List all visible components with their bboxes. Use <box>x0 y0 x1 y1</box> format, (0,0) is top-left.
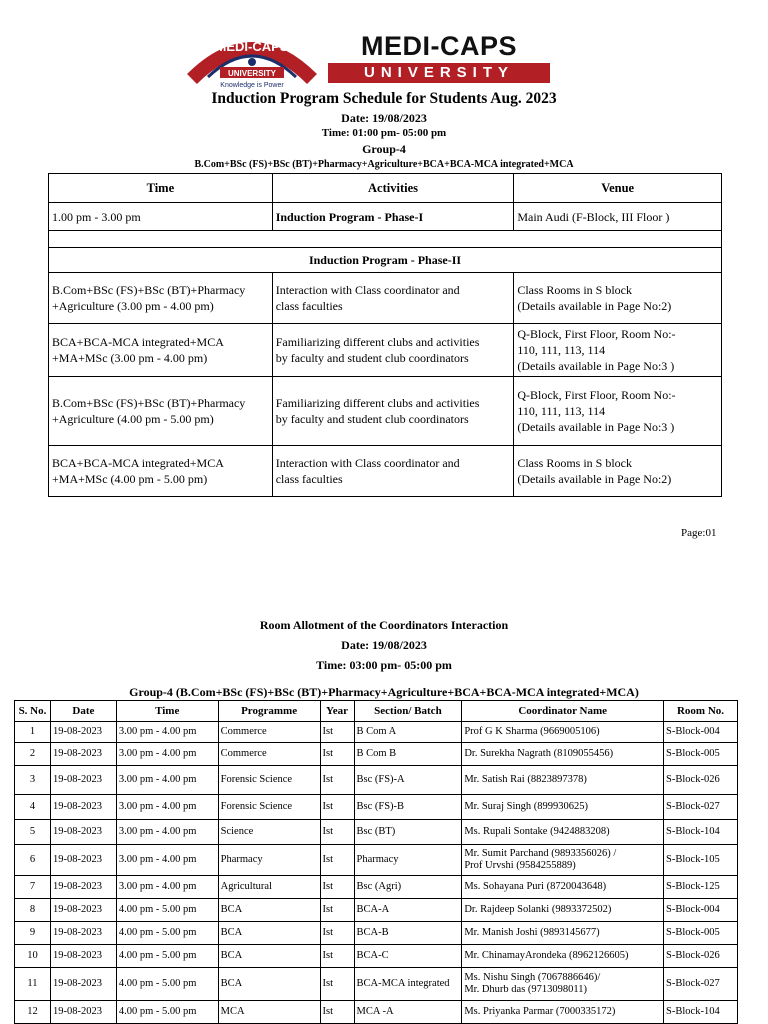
cell-sno: 3 <box>15 766 51 795</box>
row-time <box>49 273 273 324</box>
cell-date: 19-08-2023 <box>50 820 116 845</box>
row-activity-line1: Familiarizing different clubs and activities <box>275 335 480 349</box>
phase1-time: 1.00 pm - 3.00 pm <box>49 203 273 231</box>
cell-section: BCA-C <box>354 945 462 968</box>
schedule-programmes: B.Com+BSc (FS)+BSc (BT)+Pharmacy+Agriculture+BCA+BCA-MCA integrated+MCA <box>194 159 574 170</box>
page-number: Page:01 <box>681 527 717 539</box>
schedule-time: Time: 01:00 pm- 05:00 pm <box>321 127 447 139</box>
cell-section: Pharmacy <box>354 845 462 876</box>
cell-sno: 6 <box>15 845 51 876</box>
header-coordinator: Coordinator Name <box>462 701 664 722</box>
row-time-line1: B.Com+BSc (FS)+BSc (BT)+Pharmacy <box>52 283 246 297</box>
cell-programme: Commerce <box>218 722 320 743</box>
cell-time: 3.00 pm - 4.00 pm <box>116 820 218 845</box>
cell-coordinator <box>462 722 664 743</box>
row-activity-line2: class faculties <box>275 299 343 313</box>
schedule-table <box>48 173 722 497</box>
cell-section: Bsc (FS)-B <box>354 795 462 820</box>
header-time: Time <box>116 701 218 722</box>
cell-programme: MCA <box>218 1001 320 1024</box>
table-row <box>15 922 738 945</box>
cell-room: S-Block-105 <box>664 845 738 876</box>
row-time-line2: +MA+MSc (4.00 pm - 5.00 pm) <box>52 472 208 486</box>
cell-sno: 11 <box>15 968 51 1001</box>
row-activity <box>272 377 514 446</box>
row-venue-line2: (Details available in Page No:2) <box>517 472 672 486</box>
cell-room: S-Block-125 <box>664 876 738 899</box>
coordinator-line1: Ms. Rupali Sontake (9424883208) <box>464 826 610 837</box>
cell-time: 4.00 pm - 5.00 pm <box>116 968 218 1001</box>
header-venue: Venue <box>514 174 722 203</box>
table-row <box>15 820 738 845</box>
cell-sno: 1 <box>15 722 51 743</box>
room-allotment-table <box>14 700 738 1024</box>
phase2-title: Induction Program - Phase-II <box>49 248 722 273</box>
schedule-row <box>49 446 722 497</box>
cell-time: 3.00 pm - 4.00 pm <box>116 722 218 743</box>
row-activity-line2: class faculties <box>275 472 343 486</box>
cell-programme: Commerce <box>218 743 320 766</box>
coordinator-line1: Mr. Suraj Singh (899930625) <box>464 801 589 812</box>
cell-sno: 2 <box>15 743 51 766</box>
coordinator-line1: Dr. Rajdeep Solanki (9893372502) <box>464 904 612 915</box>
cell-room: S-Block-004 <box>664 899 738 922</box>
cell-time: 4.00 pm - 5.00 pm <box>116 945 218 968</box>
coordinator-line2: Prof Urvshi (9584255889) <box>464 860 576 871</box>
header-section: Section/ Batch <box>354 701 462 722</box>
cell-time: 4.00 pm - 5.00 pm <box>116 922 218 945</box>
cell-coordinator <box>462 845 664 876</box>
cell-section: B Com A <box>354 722 462 743</box>
seal-subtitle: UNIVERSITY <box>227 69 277 78</box>
schedule-row <box>49 377 722 446</box>
cell-coordinator <box>462 766 664 795</box>
cell-room: S-Block-004 <box>664 722 738 743</box>
brand-wordmark <box>328 31 550 87</box>
cell-section: BCA-MCA integrated <box>354 968 462 1001</box>
allotment-title: Room Allotment of the Coordinators Interaction <box>259 618 509 632</box>
schedule-row <box>49 273 722 324</box>
university-logo <box>182 27 552 89</box>
row-time-line1: B.Com+BSc (FS)+BSc (BT)+Pharmacy <box>52 396 246 410</box>
row-venue-line3: (Details available in Page No:3 ) <box>517 359 675 373</box>
cell-room: S-Block-005 <box>664 743 738 766</box>
spacer-row <box>49 231 722 248</box>
table-row <box>15 899 738 922</box>
row-venue-line1: Class Rooms in S block <box>517 283 633 297</box>
table-row <box>15 795 738 820</box>
table-row <box>15 766 738 795</box>
table-row <box>15 743 738 766</box>
cell-coordinator <box>462 795 664 820</box>
cell-year: Ist <box>320 968 354 1001</box>
allotment-time: Time: 03:00 pm- 05:00 pm <box>316 658 452 672</box>
coordinator-line1: Ms. Priyanka Parmar (7000335172) <box>464 1006 616 1017</box>
cell-sno: 8 <box>15 899 51 922</box>
cell-programme: Forensic Science <box>218 795 320 820</box>
cell-coordinator <box>462 945 664 968</box>
header-room: Room No. <box>664 701 738 722</box>
cell-year: Ist <box>320 899 354 922</box>
row-venue-line2: (Details available in Page No:2) <box>517 299 672 313</box>
row-time <box>49 324 273 377</box>
cell-year: Ist <box>320 876 354 899</box>
row-venue-line1: Q-Block, First Floor, Room No:- <box>517 327 676 341</box>
row-time-line2: +Agriculture (3.00 pm - 4.00 pm) <box>52 299 214 313</box>
table-row <box>15 876 738 899</box>
seal-title: MEDI-CAPS <box>215 39 289 54</box>
cell-section: B Com B <box>354 743 462 766</box>
table-row <box>15 845 738 876</box>
cell-section: Bsc (Agri) <box>354 876 462 899</box>
cell-room: S-Block-104 <box>664 820 738 845</box>
row-activity-line1: Familiarizing different clubs and activities <box>275 396 480 410</box>
header-sno: S. No. <box>15 701 51 722</box>
cell-room: S-Block-026 <box>664 766 738 795</box>
cell-year: Ist <box>320 795 354 820</box>
schedule-title: Induction Program Schedule for Students Aug. 2023 <box>211 90 557 107</box>
row-activity-line2: by faculty and student club coordinators <box>275 412 469 426</box>
row-activity-line1: Interaction with Class coordinator and <box>275 456 460 470</box>
row-time-line2: +Agriculture (4.00 pm - 5.00 pm) <box>52 412 214 426</box>
row-activity-line1: Interaction with Class coordinator and <box>275 283 460 297</box>
table-row <box>15 968 738 1001</box>
cell-section: BCA-A <box>354 899 462 922</box>
cell-coordinator <box>462 899 664 922</box>
cell-time: 3.00 pm - 4.00 pm <box>116 795 218 820</box>
phase2-row <box>49 248 722 273</box>
cell-coordinator <box>462 968 664 1001</box>
coordinator-line1: Mr. Sumit Parchand (9893356026) / <box>464 848 617 859</box>
seal-motto: Knowledge is Power <box>220 82 284 89</box>
phase1-row <box>49 203 722 231</box>
phase1-activity: Induction Program - Phase-I <box>272 203 514 231</box>
allotment-group: Group-4 (B.Com+BSc (FS)+BSc (BT)+Pharmacy+Agriculture+BCA+BCA-MCA integrated+MCA) <box>129 685 639 699</box>
row-time-line2: +MA+MSc (3.00 pm - 4.00 pm) <box>52 351 208 365</box>
cell-date: 19-08-2023 <box>50 722 116 743</box>
cell-room: S-Block-005 <box>664 922 738 945</box>
cell-sno: 5 <box>15 820 51 845</box>
table-row <box>15 1001 738 1024</box>
cell-date: 19-08-2023 <box>50 968 116 1001</box>
cell-section: Bsc (FS)-A <box>354 766 462 795</box>
row-activity <box>272 446 514 497</box>
coordinator-line1: Ms. Nishu Singh (7067886646)/ <box>464 972 601 983</box>
brand-university-band: UNIVERSITY <box>328 63 550 83</box>
cell-section: BCA-B <box>354 922 462 945</box>
university-seal-icon <box>182 27 322 89</box>
row-time <box>49 446 273 497</box>
cell-time: 4.00 pm - 5.00 pm <box>116 899 218 922</box>
row-venue <box>514 273 722 324</box>
cell-programme: Pharmacy <box>218 845 320 876</box>
cell-coordinator <box>462 1001 664 1024</box>
cell-date: 19-08-2023 <box>50 922 116 945</box>
cell-date: 19-08-2023 <box>50 899 116 922</box>
cell-programme: Forensic Science <box>218 766 320 795</box>
cell-sno: 10 <box>15 945 51 968</box>
row-time-line1: BCA+BCA-MCA integrated+MCA <box>52 456 224 470</box>
coordinator-line1: Mr. ChinamayArondeka (8962126605) <box>464 950 629 961</box>
coordinator-line1: Prof G K Sharma (9669005106) <box>464 726 600 737</box>
cell-time: 4.00 pm - 5.00 pm <box>116 1001 218 1024</box>
row-time-line1: BCA+BCA-MCA integrated+MCA <box>52 335 224 349</box>
cell-programme: BCA <box>218 922 320 945</box>
cell-sno: 12 <box>15 1001 51 1024</box>
row-activity <box>272 273 514 324</box>
coordinator-line1: Dr. Surekha Nagrath (8109055456) <box>464 748 614 759</box>
cell-year: Ist <box>320 820 354 845</box>
cell-date: 19-08-2023 <box>50 795 116 820</box>
cell-date: 19-08-2023 <box>50 766 116 795</box>
phase1-venue: Main Audi (F-Block, III Floor ) <box>514 203 722 231</box>
row-venue-line3: (Details available in Page No:3 ) <box>517 420 675 434</box>
row-time <box>49 377 273 446</box>
cell-room: S-Block-027 <box>664 968 738 1001</box>
cell-time: 3.00 pm - 4.00 pm <box>116 743 218 766</box>
cell-programme: BCA <box>218 899 320 922</box>
cell-date: 19-08-2023 <box>50 876 116 899</box>
cell-date: 19-08-2023 <box>50 1001 116 1024</box>
cell-programme: Science <box>218 820 320 845</box>
row-venue-line1: Q-Block, First Floor, Room No:- <box>517 388 676 402</box>
cell-coordinator <box>462 820 664 845</box>
row-venue-line2: 110, 111, 113, 114 <box>517 343 606 357</box>
cell-room: S-Block-026 <box>664 945 738 968</box>
cell-coordinator <box>462 922 664 945</box>
schedule-row <box>49 324 722 377</box>
coordinator-line1: Mr. Satish Rai (8823897378) <box>464 774 587 785</box>
cell-date: 19-08-2023 <box>50 743 116 766</box>
table-row <box>15 945 738 968</box>
schedule-header-row <box>49 174 722 203</box>
cell-sno: 4 <box>15 795 51 820</box>
table-row <box>15 722 738 743</box>
coordinator-line2: Mr. Dhurb das (9713098011) <box>464 984 588 995</box>
cell-year: Ist <box>320 922 354 945</box>
cell-date: 19-08-2023 <box>50 945 116 968</box>
header-year: Year <box>320 701 354 722</box>
row-activity <box>272 324 514 377</box>
cell-date: 19-08-2023 <box>50 845 116 876</box>
cell-year: Ist <box>320 766 354 795</box>
cell-year: Ist <box>320 722 354 743</box>
cell-time: 3.00 pm - 4.00 pm <box>116 766 218 795</box>
cell-time: 3.00 pm - 4.00 pm <box>116 845 218 876</box>
row-venue-line1: Class Rooms in S block <box>517 456 633 470</box>
cell-time: 3.00 pm - 4.00 pm <box>116 876 218 899</box>
cell-room: S-Block-027 <box>664 795 738 820</box>
allotment-body <box>15 722 738 1024</box>
row-venue <box>514 446 722 497</box>
cell-year: Ist <box>320 743 354 766</box>
cell-year: Ist <box>320 845 354 876</box>
cell-coordinator <box>462 876 664 899</box>
row-venue <box>514 324 722 377</box>
cell-sno: 9 <box>15 922 51 945</box>
cell-programme: BCA <box>218 968 320 1001</box>
cell-room: S-Block-104 <box>664 1001 738 1024</box>
coordinator-line1: Ms. Sohayana Puri (8720043648) <box>464 881 607 892</box>
coordinator-line1: Mr. Manish Joshi (9893145677) <box>464 927 600 938</box>
cell-year: Ist <box>320 945 354 968</box>
allotment-header-row <box>15 701 738 722</box>
header-programme: Programme <box>218 701 320 722</box>
cell-year: Ist <box>320 1001 354 1024</box>
cell-section: Bsc (BT) <box>354 820 462 845</box>
header-time: Time <box>49 174 273 203</box>
cell-sno: 7 <box>15 876 51 899</box>
cell-section: MCA -A <box>354 1001 462 1024</box>
schedule-date: Date: 19/08/2023 <box>341 111 427 125</box>
row-activity-line2: by faculty and student club coordinators <box>275 351 469 365</box>
row-venue <box>514 377 722 446</box>
header-activities: Activities <box>272 174 514 203</box>
header-date: Date <box>50 701 116 722</box>
cell-programme: BCA <box>218 945 320 968</box>
cell-coordinator <box>462 743 664 766</box>
cell-programme: Agricultural <box>218 876 320 899</box>
allotment-date: Date: 19/08/2023 <box>341 638 427 652</box>
schedule-group: Group-4 <box>362 142 406 156</box>
row-venue-line2: 110, 111, 113, 114 <box>517 404 606 418</box>
brand-name: MEDI-CAPS <box>360 31 517 61</box>
